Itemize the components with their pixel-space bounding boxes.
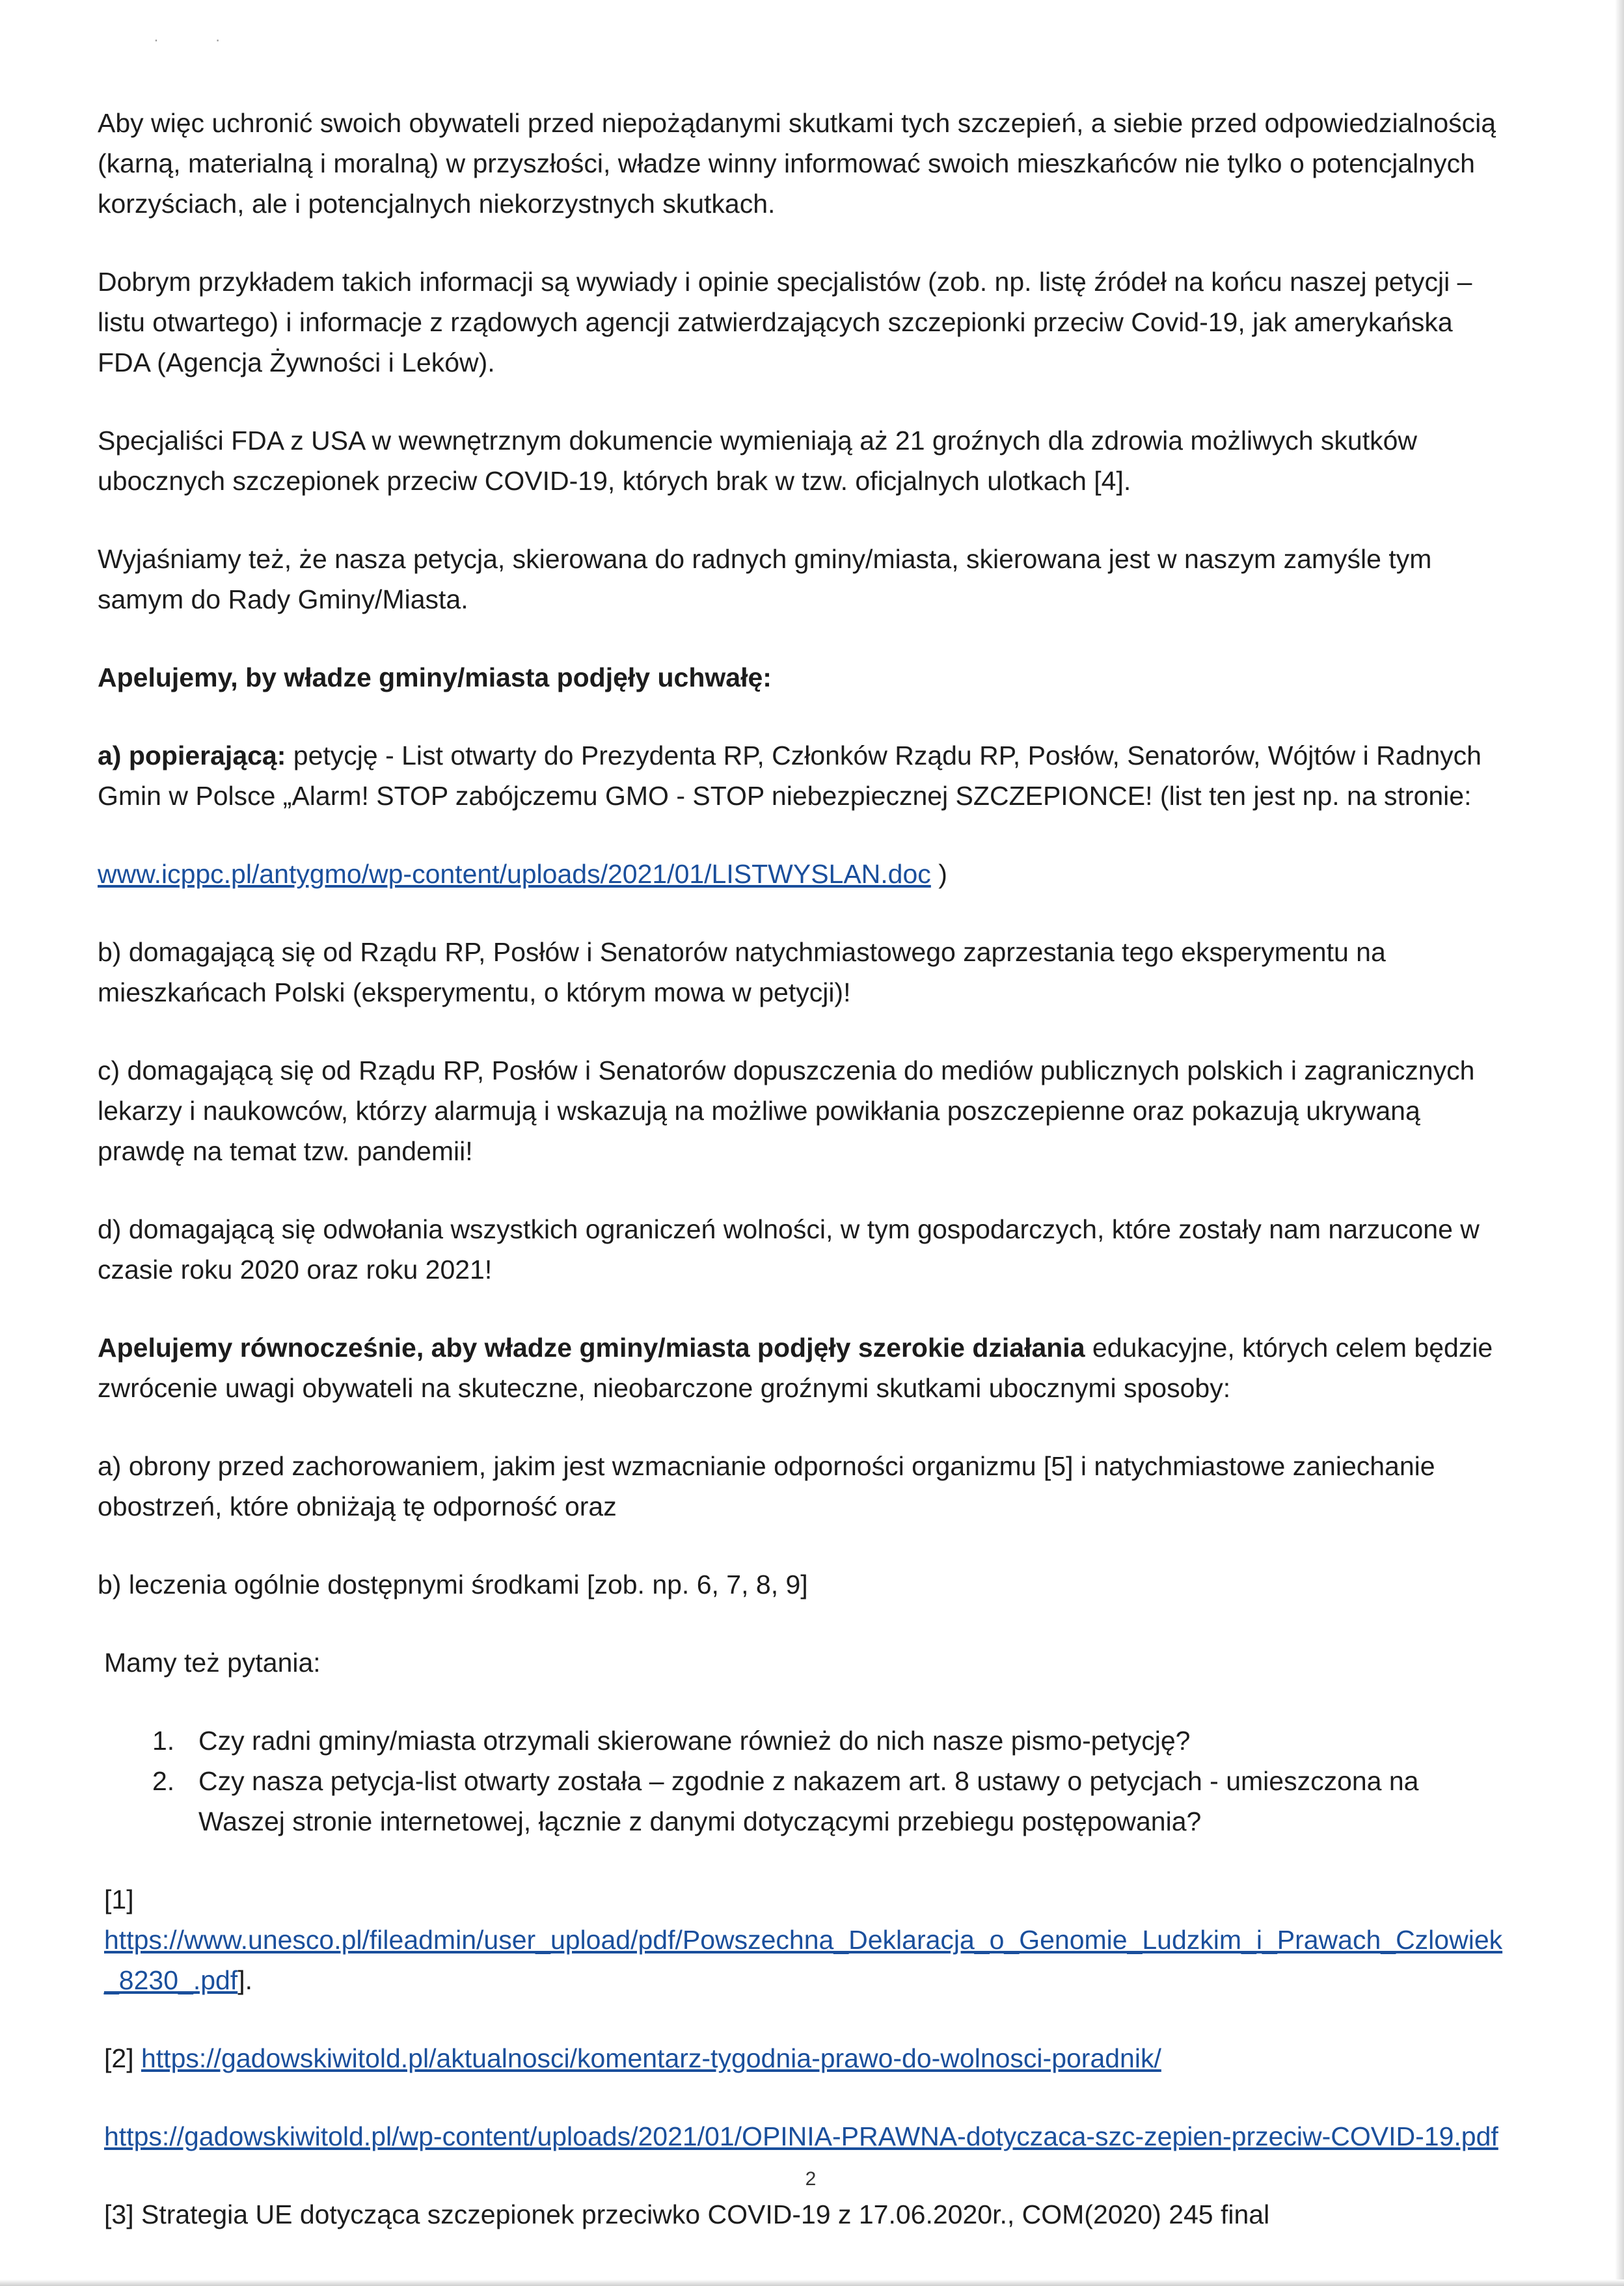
item-d-demand: d) domagającą się odwołania wszystkich ograniczeń wolności, w tym gospodarczych, które zostały nam narzucone w czasie roku 2020 oraz roku 2021!	[98, 1214, 1480, 1285]
reference-1	[104, 1879, 1503, 2000]
gadowski-legal-opinion-link[interactable]: https://gadowskiwitold.pl/wp-content/uploads/2021/01/OPINIA-PRAWNA-dotyczaca-szc-zepien-przeciw-COVID-19.pdf	[104, 2121, 1498, 2151]
item-a-link-line	[98, 854, 1503, 894]
appeal-education	[98, 1327, 1503, 1408]
item-b-demand: b) domagającą się od Rządu RP, Posłów i Senatorów natychmiastowego zaprzestania tego eksperymentu na mieszkańcach Polski (eksperymentu, o którym mowa w petycji)!	[98, 937, 1386, 1007]
paragraph-protect-citizens: Aby więc uchronić swoich obywateli przed niepożądanymi skutkami tych szczepień, a siebie przed odpowiedzialnością (karną, materialną i moralną) w przyszłości, władze winny informować swoich mieszkańców nie tylko o potencjalnych korzyściach, ale i potencjalnych niekorzystnych skutkach.	[98, 108, 1496, 219]
gadowski-commentary-link[interactable]: https://gadowskiwitold.pl/aktualnosci/komentarz-tygodnia-prawo-do-wolnosci-poradnik/	[141, 2043, 1161, 2073]
questions-intro: Mamy też pytania:	[104, 1648, 321, 1678]
item-a-defense: a) obrony przed zachorowaniem, jakim jest wzmacnianie odporności organizmu [5] i natychmiastowe zaniechanie obostrzeń, które obniżają tę odporność oraz	[98, 1451, 1435, 1521]
item-a-text: petycję - List otwarty do Prezydenta RP, Członków Rządu RP, Posłów, Senatorów, Wójtów i Radnych Gmin w Polsce „Alarm! STOP zabójczemu GMO - STOP niebezpiecznej SZCZEPIONCE! (list ten jest np. na stronie:	[98, 741, 1482, 811]
question-item	[98, 1721, 1503, 1761]
reference-2	[104, 2038, 1503, 2078]
question-text: Czy nasza petycja-list otwarty została – zgodnie z nakazem art. 8 ustawy o petycjach - umieszczona na Waszej stronie internetowej, łącznie z danymi dotyczącymi przebiegu postępowania?	[198, 1766, 1419, 1836]
question-text: Czy radni gminy/miasta otrzymali skierowane również do nich nasze pismo-petycję?	[198, 1726, 1191, 1756]
appeal-heading: Apelujemy, by władze gminy/miasta podjęły uchwałę:	[98, 662, 772, 692]
paragraph-petition-explanation: Wyjaśniamy też, że nasza petycja, skierowana do radnych gminy/miasta, skierowana jest w naszym zamyśle tym samym do Rady Gminy/Miasta.	[98, 544, 1432, 614]
reference-1-suffix: ].	[237, 1965, 252, 1995]
item-a-label: a) popierającą:	[98, 741, 286, 770]
question-number: 1.	[152, 1726, 175, 1756]
question-item	[98, 1761, 1503, 1842]
scan-bottom-shadow	[0, 2279, 1624, 2286]
question-number: 2.	[152, 1766, 175, 1796]
item-b-treatment: b) leczenia ogólnie dostępnymi środkami [zob. np. 6, 7, 8, 9]	[98, 1570, 808, 1599]
paragraph-good-example: Dobrym przykładem takich informacji są wywiady i opinie specjalistów (zob. np. listę źródeł na końcu naszej petycji – listu otwartego) i informacje z rządowych agencji zatwierdzających szczepionki przeciw Covid-19, jak amerykańska FDA (Agencja Żywności i Leków).	[98, 267, 1472, 377]
paragraph-fda-specialists: Specjaliści FDA z USA w wewnętrznym dokumencie wymieniają aż 21 groźnych dla zdrowia możliwych skutków ubocznych szczepionek przeciw COVID-19, których brak w tzw. oficjalnych ulotkach [4].	[98, 426, 1417, 496]
reference-1-label: [1]	[104, 1885, 134, 1914]
reference-3: [3] Strategia UE dotycząca szczepionek przeciwko COVID-19 z 17.06.2020r., COM(2020) 245 final	[104, 2199, 1270, 2229]
unesco-link[interactable]: https://www.unesco.pl/fileadmin/user_upload/pdf/Powszechna_Deklaracja_o_Genomie_Ludzkim_i_Prawach_Czlowiek_8230_.pdf	[104, 1925, 1503, 1995]
item-c-demand: c) domagającą się od Rządu RP, Posłów i Senatorów dopuszczenia do mediów publicznych polskich i zagranicznych lekarzy i naukowców, którzy alarmują i wskazują na możliwe powikłania poszczepienne oraz pokazują ukrywaną prawdę na temat tzw. pandemii!	[98, 1055, 1475, 1166]
appeal-education-text: edukacyjne, których celem będzie zwrócenie uwagi obywateli na skuteczne, nieobarczone groźnymi skutkami ubocznymi sposoby:	[98, 1333, 1493, 1403]
reference-2-label: [2]	[104, 2043, 141, 2073]
listwyslan-link[interactable]: www.icppc.pl/antygmo/wp-content/uploads/2021/01/LISTWYSLAN.doc	[98, 859, 931, 889]
questions-list	[98, 1721, 1503, 1842]
page-number: 2	[805, 2168, 817, 2190]
reference-2-extra	[104, 2116, 1503, 2157]
appeal-education-bold: Apelujemy równocześnie, aby władze gminy/miasta podjęły szerokie działania	[98, 1333, 1085, 1363]
scan-edge-shadow	[1615, 0, 1624, 2286]
scan-specks: · ·	[154, 31, 247, 49]
item-a-link-suffix: )	[930, 859, 947, 889]
item-a-supporting	[98, 735, 1503, 816]
document-body	[98, 103, 1503, 2272]
